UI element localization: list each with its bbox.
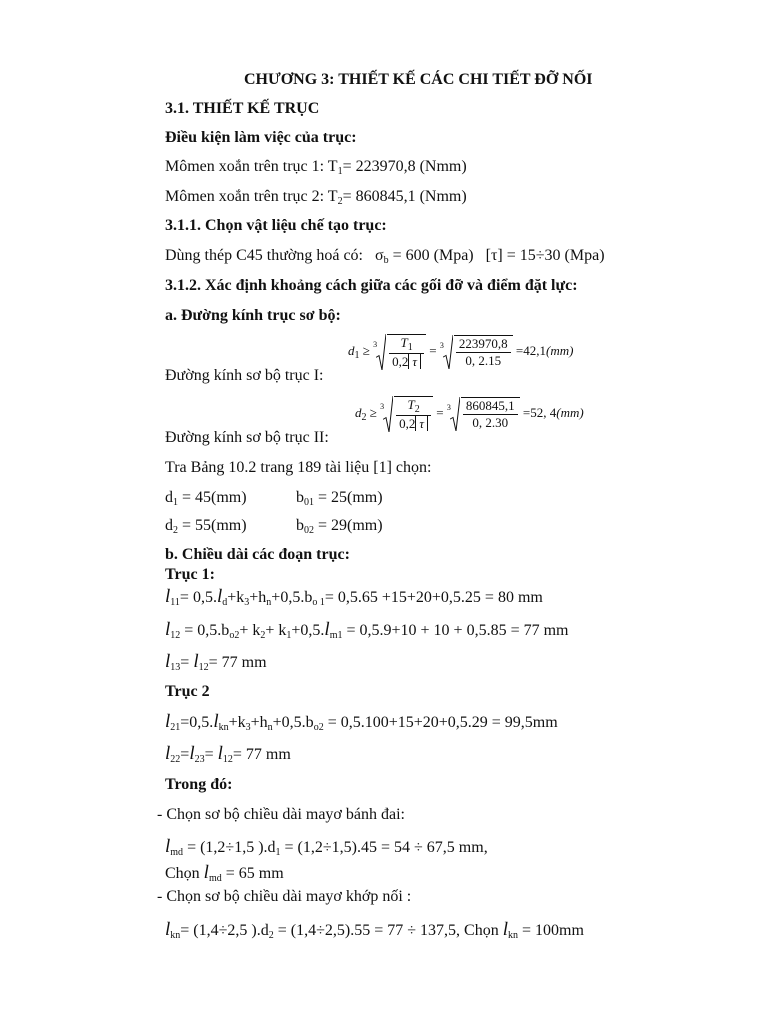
torque-2-line: Mômen xoắn trên trục 2: $T_2= 860845,1$ (Nmm)	[165, 188, 467, 207]
subsection-b-heading: b. Chiều dài các đoạn trục:	[165, 546, 350, 563]
l12-line: $l_{12} = 0,5.b_{o2}+ k_2+ k_1+0,5.l_{m1} = 0,5.9+10 + 10 + 0,5.85 = 77$ mm	[165, 619, 569, 641]
table-reference: Tra Bảng 10.2 trang 189 tài liệu [1] chọn:	[165, 459, 432, 476]
torque-1-line: Mômen xoắn trên trục 1: $T_1= 223970,8$ (Nmm)	[165, 158, 467, 177]
cube-root: 3 $\frac{T_1}{0,2 \tau}$	[373, 334, 426, 370]
lmd-choice: Chọn $l_{md} = 65$ mm	[165, 862, 284, 884]
cube-root: 3 $\frac{T_2}{0,2 \tau}$	[380, 396, 433, 432]
shaft-2-heading: Trục 2	[165, 683, 210, 700]
where-heading: Trong đó:	[165, 776, 233, 793]
b02-choice: $b_{02} = 29(mm)$	[296, 517, 383, 536]
d1-choice: $d_1 = 45(mm)$	[165, 489, 247, 508]
section-3-1-heading: 3.1. THIẾT KẾ TRỤC	[165, 100, 320, 117]
b01-choice: $b_{01} = 25(mm)$	[296, 489, 383, 508]
material-line: Dùng thép C45 thường hoá có: $\sigma_b = 600$ (Mpa) [τ] = 15÷30 (Mpa)	[165, 247, 605, 266]
l11-line: $l_{11}= 0,5.l_d+k_3+h_n+0,5.b_{o 1}= 0,5.65 +15+20+0,5.25 = 80$ mm	[165, 586, 543, 608]
section-3-1-2-heading: 3.1.2. Xác định khoảng cách giữa các gối đỡ và điểm đặt lực:	[165, 277, 578, 294]
note-coupling-hub: - Chọn sơ bộ chiều dài mayơ khớp nối :	[157, 888, 412, 905]
l13-line: $l_{13}= l_{12}= 77$ mm	[165, 651, 267, 673]
section-3-1-1-heading: 3.1.1. Chọn vật liệu chế tạo trục:	[165, 217, 387, 234]
working-conditions-heading: Điều kiện làm việc của trục:	[165, 129, 357, 146]
lkn-line: $l_{kn}= (1,4\div 2,5$ )$.d_2 = (1,4\div 2,5).55 = 77 \div 137,5$, Chọn $l_{kn} = 100mm$	[165, 919, 584, 941]
l21-line: $l_{21}=0,5.l_{kn}+k_3+h_n+0,5.b_{o2} = 0,5.100+15+20+0,5.29 = 99,5mm$	[165, 711, 558, 733]
l22-line: $l_{22}=l_{23}= l_{12}= 77$ mm	[165, 743, 291, 765]
cube-root: 3 $\frac{860845,1}{0, 2.30}$	[447, 397, 520, 431]
d2-label: Đường kính sơ bộ trục II:	[165, 429, 329, 446]
cube-root: 3 $\frac{223970,8}{0, 2.15}$	[440, 335, 513, 369]
d2-formula: $d_2$ ≥ 3 $\frac{T_2}{0,2 \tau}$ = 3 $\frac{860845,1}{0, 2.30}$ =52, 4(mm)	[355, 397, 584, 431]
d1-label: Đường kính sơ bộ trục I:	[165, 367, 324, 384]
note-belt-hub: - Chọn sơ bộ chiều dài mayơ bánh đai:	[157, 806, 405, 823]
shaft-1-heading: Trục 1:	[165, 566, 215, 583]
subsection-a-heading: a. Đường kính trục sơ bộ:	[165, 307, 341, 324]
d1-formula: $d_1$ ≥ 3 $\frac{T_1}{0,2 \tau}$ = 3 $\frac{223970,8}{0, 2.15}$ =42,1(mm)	[348, 335, 574, 369]
lmd-line: $l_{md} = (1,2\div 1,5$ )$.d_1 = (1,2\div 1,5).45 = 54 \div 67,5$ mm,	[165, 836, 488, 858]
d2-choice: $d_2 = 55(mm)$	[165, 517, 247, 536]
chapter-title: CHƯƠNG 3: THIẾT KẾ CÁC CHI TIẾT ĐỠ NỐI	[244, 71, 593, 88]
